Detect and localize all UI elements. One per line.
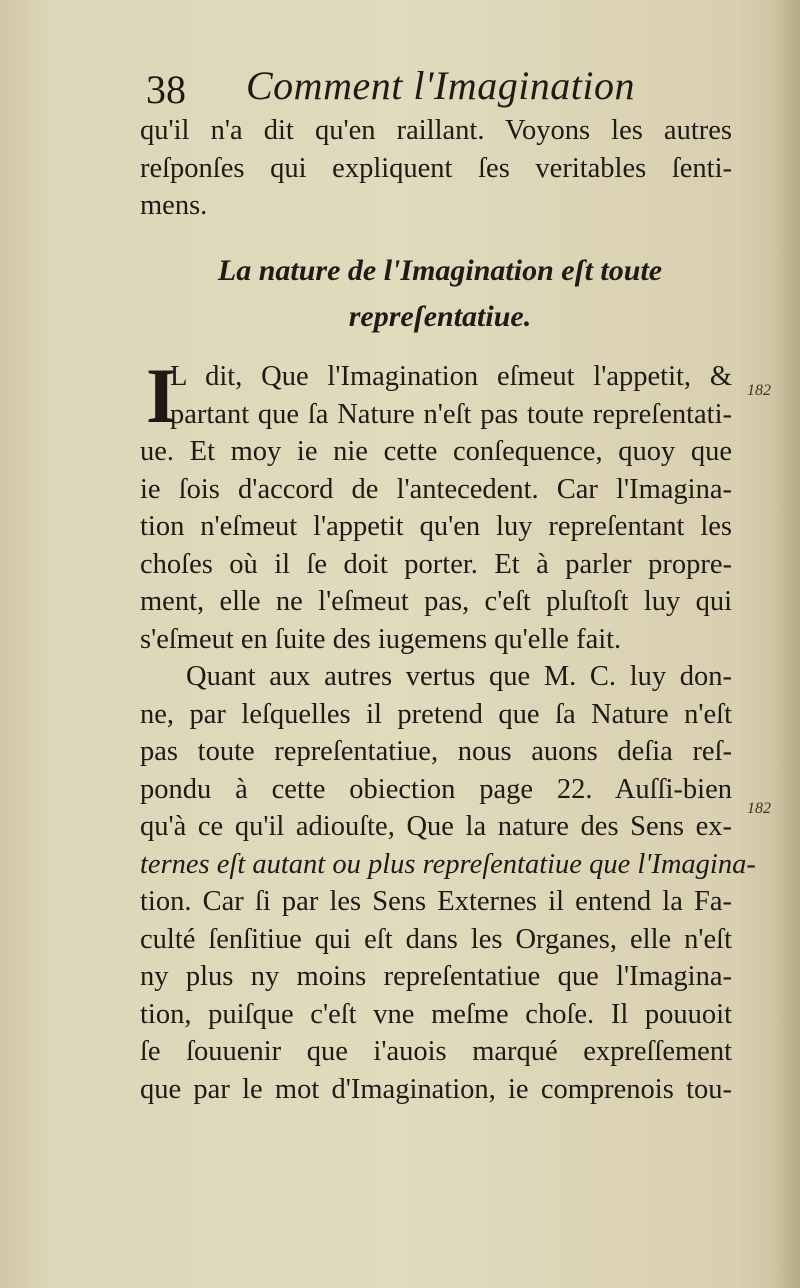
- running-title: Comment l'Imagination: [246, 63, 636, 108]
- text-line: s'eſmeut en ſuite des iugemens qu'elle fait.: [140, 623, 622, 655]
- text-line: tion. Car ſi par les Sens Externes il entend la Fa-: [140, 886, 732, 917]
- text-line: ment, elle ne l'eſmeut pas, c'eſt pluſtoſt luy qui: [140, 586, 732, 617]
- text-line: tion n'eſmeut l'appetit qu'en luy repreſentant les: [140, 511, 732, 542]
- text-line: L dit, Que l'Imagination eſmeut l'appetit, &: [170, 361, 732, 392]
- running-head: [146, 58, 666, 114]
- text-line: ue. Et moy ie nie cette conſequence, quoy que: [140, 436, 732, 467]
- page-edge-shadow: [772, 0, 800, 1288]
- text-line: que par le mot d'Imagination, ie comprenois tou-: [140, 1073, 732, 1105]
- body-text: [140, 352, 756, 1110]
- text-line: ny plus ny moins repreſentatiue que l'Imagina-: [140, 961, 732, 992]
- text-line: ie ſois d'accord de l'antecedent. Car l'Imagina-: [140, 473, 732, 505]
- text-line: partant que ſa Nature n'eſt pas toute repreſentati-: [170, 398, 732, 430]
- text-line: qu'à ce qu'il adiouſte, Que la nature des Sens ex-: [140, 811, 732, 842]
- top-text: [140, 112, 732, 225]
- text-line: mens.: [140, 190, 208, 221]
- text-line: pondu à cette obiection page 22. Auſſi-bien: [140, 773, 732, 805]
- heading-line-1: La nature de l'Imagination eſt toute: [217, 254, 663, 287]
- margin-note: 182: [747, 382, 771, 399]
- text-line: pas toute repreſentatiue, nous auons deſia reſ-: [140, 736, 732, 767]
- section-heading: [150, 248, 730, 340]
- text-line: ternes eſt autant ou plus repreſentatiue que l'Imagina-: [140, 848, 756, 880]
- text-line: culté ſenſitiue qui eſt dans les Organes, elle n'eſt: [140, 923, 732, 955]
- margin-note: 182: [747, 800, 771, 817]
- heading-line-2: repreſentatiue.: [348, 300, 532, 333]
- drop-cap: I: [146, 352, 177, 439]
- page-number: 38: [146, 67, 186, 112]
- text-line: reſponſes qui expliquent ſes veritables ſenti-: [140, 152, 732, 184]
- text-line: ne, par leſquelles il pretend que ſa Nature n'eſt: [140, 698, 732, 730]
- text-line: ſe ſouuenir que i'auois marqué expreſſement: [140, 1036, 732, 1067]
- text-line: choſes où il ſe doit porter. Et à parler propre-: [140, 548, 732, 580]
- text-line: tion, puiſque c'eſt vne meſme choſe. Il pouuoit: [140, 998, 732, 1030]
- text-line: qu'il n'a dit qu'en raillant. Voyons les autres: [140, 115, 732, 146]
- text-line: Quant aux autres vertus que M. C. luy don-: [186, 661, 732, 692]
